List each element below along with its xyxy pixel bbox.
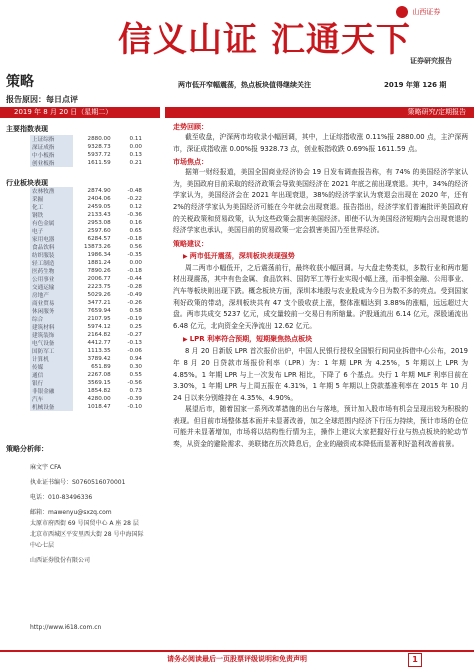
table-row [30,143,144,151]
industry-name-cell: 电子 [30,227,73,235]
industry-pct-cell: 0.12 [129,204,142,210]
company-name: 山西证券股份有限公司 [30,557,91,564]
industry-pct-cell: 0.00 [129,260,142,266]
industry-name-cell: 机械设备 [30,403,73,411]
industry-value-cell: 2107.95 [87,316,111,322]
industry-pct-cell: 0.55 [129,372,142,378]
index-pct-cell: 0.21 [129,160,142,166]
industry-name-cell: 农林牧渔 [30,187,73,195]
industry-value-cell: 7659.94 [87,308,111,314]
industry-value-cell: 1986.34 [87,252,111,258]
industry-pct-cell: 0.58 [129,308,142,314]
industry-pct-cell: -0.19 [127,316,142,322]
table-row [30,307,144,315]
industry-name-cell: 家用电器 [30,235,73,243]
subheading-lpr: ▶ LPR 利率符合预期，短期聚焦热点板块 [183,334,468,344]
industry-name-cell: 银行 [30,379,73,387]
table-row [30,291,144,299]
table-row [30,371,144,379]
industry-name-cell: 食品饮料 [30,243,73,251]
index-name-cell: 中小板指 [30,151,73,159]
industry-value-cell: 6284.57 [87,236,111,242]
industry-name-cell: 轻工制造 [30,259,73,267]
industry-value-cell: 4412.77 [87,340,111,346]
industry-pct-cell: -0.44 [127,276,142,282]
table-row [30,355,144,363]
industry-value-cell: 2133.43 [87,212,111,218]
logo-icon [396,6,408,18]
table-row [30,195,144,203]
industry-pct-cell: -0.18 [127,268,142,274]
page-title: 策略 [6,74,34,90]
industry-pct-cell: 0.73 [129,388,142,394]
table-row [30,363,144,371]
report-reason: 报告原因：每日点评 [6,95,78,104]
table-row [30,187,144,195]
company-info [30,520,148,633]
subheading-market-move: ▶ 两市低开震荡，深圳板块表现强势 [183,251,468,261]
industry-pct-cell: -0.35 [127,252,142,258]
table-row [30,331,144,339]
industry-name-cell: 计算机 [30,355,73,363]
market-heading: 市场焦点： [173,158,208,167]
industry-pct-cell: 0.25 [129,324,142,330]
table-row [30,347,144,355]
industry-value-cell: 2267.08 [87,372,111,378]
table-row [30,259,144,267]
industry-name-cell: 交通运输 [30,283,73,291]
table-row [30,379,144,387]
analyst-email[interactable]: 邮箱：mawenyu@sxzq.com [30,509,112,516]
industry-value-cell: 2874.90 [87,188,111,194]
industry-pct-cell: 0.16 [129,220,142,226]
analyst-title: 策略分析师： [6,445,48,453]
industry-name-cell: 采掘 [30,195,73,203]
industry-name-cell: 建筑材料 [30,323,73,331]
market-text: 据第一财经报道，美国全国商业经济协会 19 日发布调查报告称，有 74% 的美国经济学家认为，美国政府目前采取的经济政策会导致美国经济在 2021 年底之前出现衰退。其中，34%的经济学家认为，美国经济会在 2021 年出现衰退，38%的经济学家认为衰退会出现在 2020 年，还有 2%的经济学家认为美国经济可能在今年就会出现衰退。报告指出，经济学家们普遍批评美国政府的关税政策和贸易政策，认为这些政策会损害美国经济。即使不认为美国经济短期内会出现衰退的经济学家也承认，美国目前的贸易政策一定会损害美国乃至世界经济。 [173,168,469,235]
index-table-title: 主要指数表现 [6,125,48,133]
market-move-text: 周二两市小幅低开，之后震荡前行，最终收获小幅回调。与大盘走势类似，多数行业和两市题材出现震荡，其中有色金属、食品饮料、国防军工等行业实现小幅上涨，而非银金融、公用事业、汽车等板块则出现下跌。概念板块方面，深圳本地股与农业股成为今日为数不多的亮点。受到国家利好政策的带动，深圳板块共有 47 支个股收获上涨，整体涨幅达到 3.88%的涨幅，远远超过大盘。两市共成交 5237 亿元，成交量较前一交易日有所缩量。沪股通流出 6.14 亿元，深股通流出 6.48 亿元，北向资金全天净流出 12.62 亿元。 [173,263,468,330]
date-bar: 2019 年 8 月 20 日（星期二） [0,107,160,118]
industry-value-cell: 2006.77 [87,276,111,282]
industry-value-cell: 4280.00 [87,396,111,402]
table-row [30,299,144,307]
table-row [30,135,144,143]
table-row [30,339,144,347]
industry-name-cell: 化工 [30,203,73,211]
analyst-phone: 电话：010-83496336 [30,494,93,501]
industry-table [30,187,144,411]
table-row [30,151,144,159]
index-pct-cell: 0.13 [129,152,142,158]
table-row [30,159,144,167]
industry-value-cell: 2404.06 [87,196,111,202]
table-row [30,211,144,219]
index-value-cell: 2880.00 [87,136,111,142]
industry-pct-cell: -0.28 [127,284,142,290]
page-number: 1 [408,653,422,667]
industry-value-cell: 3569.15 [87,380,111,386]
industry-pct-cell: -0.56 [127,380,142,386]
table-row [30,403,144,411]
industry-name-cell: 钢铁 [30,211,73,219]
table-row [30,227,144,235]
industry-pct-cell: -0.18 [127,236,142,242]
industry-table-title: 行业板块表现 [6,179,48,187]
index-table [30,135,144,167]
industry-value-cell: 7890.26 [87,268,111,274]
outlook-text: 展望后市，随着国家一系列改革措施的出台与落地，预计加入股市场有机会呈现出较为积极的表现。但目前市场整体基本面并未显著改善，加之全球范围内经济下行压力持续，预计市场的仓位可能并未显著增加，市场将以结构性行情为主，操作上建议大家把握好行业与热点板块的轮动节奏，从资金的避险需求、美联储在历次降息后，企业的融资成本降低而显著利好盈利改善前景。 [173,405,468,449]
industry-name-cell: 通信 [30,371,73,379]
industry-name-cell: 非银金融 [30,387,73,395]
index-pct-cell: 0.00 [129,144,142,150]
industry-pct-cell: -0.39 [127,396,142,402]
industry-pct-cell: 0.30 [129,364,142,370]
index-pct-cell: 0.11 [129,136,142,142]
address-beijing: 北京市西城区平安里西大街 28 号中海国际中心七层 [30,531,144,549]
industry-value-cell: 5029.26 [87,292,111,298]
banner-slogan: 信义山证 汇通天下 [118,20,411,60]
company-logo [396,6,440,18]
industry-value-cell: 2459.05 [87,204,111,210]
strategy-heading: 策略建议： [173,239,208,248]
industry-value-cell: 1854.82 [87,388,111,394]
industry-name-cell: 国防军工 [30,347,73,355]
industry-name-cell: 电气设备 [30,339,73,347]
table-row [30,219,144,227]
review-text: 截至收盘，沪深两市均收录小幅回调，其中，上证综指收涨 0.11%报 2880.00 点，主沪深两市，深证成指收涨 0.00%报 9328.73 点，创业板指收跌 0.69%报 1611.59 点。 [173,133,468,153]
table-row [30,251,144,259]
index-name-cell: 深证成指 [30,143,73,151]
industry-pct-cell: -0.48 [127,188,142,194]
logo-text: 山西证券 [412,8,441,16]
industry-pct-cell: -0.26 [127,300,142,306]
industry-name-cell: 医药生物 [30,267,73,275]
industry-value-cell: 2953.08 [87,220,111,226]
industry-name-cell: 建筑装饰 [30,331,73,339]
disclaimer: 请务必阅读最后一页股票评级说明和免责声明 [167,655,307,663]
industry-value-cell: 13873.26 [83,244,111,250]
company-website[interactable]: http://www.i618.com.cn [30,624,102,631]
table-row [30,323,144,331]
industry-value-cell: 651.89 [91,364,111,370]
industry-pct-cell: -0.06 [127,348,142,354]
analyst-license: 执业证书编号：S0760516070001 [30,479,126,486]
industry-pct-cell: -0.49 [127,292,142,298]
table-row [30,275,144,283]
industry-pct-cell: -0.36 [127,212,142,218]
category-bar: 策略研究/定期报告 [165,107,474,118]
report-type: 证券研究报告 [410,57,452,65]
industry-value-cell: 2597.60 [87,228,111,234]
industry-name-cell: 传媒 [30,363,73,371]
industry-pct-cell: 0.65 [129,228,142,234]
main-content [173,122,468,451]
industry-value-cell: 1018.47 [87,404,111,410]
industry-pct-cell: -0.27 [127,332,142,338]
industry-pct-cell: 0.94 [129,356,142,362]
industry-name-cell: 纺织服装 [30,251,73,259]
table-row [30,387,144,395]
industry-name-cell: 商业贸易 [30,299,73,307]
industry-name-cell: 有色金属 [30,219,73,227]
table-row [30,283,144,291]
industry-value-cell: 3477.21 [87,300,111,306]
industry-value-cell: 5974.12 [87,324,111,330]
industry-value-cell: 3789.42 [87,356,111,362]
industry-pct-cell: -0.10 [127,404,142,410]
index-value-cell: 9328.73 [87,144,111,150]
table-row [30,315,144,323]
industry-pct-cell: -0.13 [127,340,142,346]
issue-number: 2019 年第 126 期 [384,81,447,89]
index-name-cell: 创业板指 [30,159,73,167]
analyst-name: 麻文宇 CFA [30,464,62,471]
table-row [30,243,144,251]
table-row [30,235,144,243]
index-name-cell: 上证综指 [30,135,73,143]
table-row [30,395,144,403]
industry-name-cell: 房地产 [30,291,73,299]
address-taiyuan: 太原市府西街 69 号国贸中心 A 座 28 层 [30,520,139,527]
header [0,0,474,70]
industry-value-cell: 1113.35 [87,348,111,354]
industry-value-cell: 2223.75 [87,284,111,290]
report-subtitle: 两市低开窄幅震荡，热点板块值得继续关注 [178,81,311,89]
lpr-text: 8 月 20 日新版 LPR 首次报价出炉，中国人民银行授权全国银行间同业拆借中心公布，2019 年 8 月 20 日贷款市场报价利率（LPR）为：1 年期 LPR 为 4.25%，5 年期以上 LPR 为 4.85%。1 年期 LPR 与上一次发布 LPR 相比，下降了 6 个基点。央行 1 年期 MLF 利率目前在 3.30%，1 年期 LPR 与上周五报在 4.31%，1 年期 5 年期以上贷款基准利率在 2015 年 10 月 24 日以来分别维持在 4.35%、4.90%。 [173,347,468,402]
footer-divider [0,650,474,652]
industry-name-cell: 休闲服务 [30,307,73,315]
review-heading: 走势回顾： [173,123,208,131]
industry-name-cell: 汽车 [30,395,73,403]
index-value-cell: 5937.72 [87,152,111,158]
industry-value-cell: 1881.24 [87,260,111,266]
table-row [30,203,144,211]
industry-name-cell: 综合 [30,315,73,323]
industry-pct-cell: 0.56 [129,244,142,250]
industry-name-cell: 公用事业 [30,275,73,283]
industry-value-cell: 2164.82 [87,332,111,338]
industry-pct-cell: -0.22 [127,196,142,202]
table-row [30,267,144,275]
index-value-cell: 1611.59 [87,160,111,166]
